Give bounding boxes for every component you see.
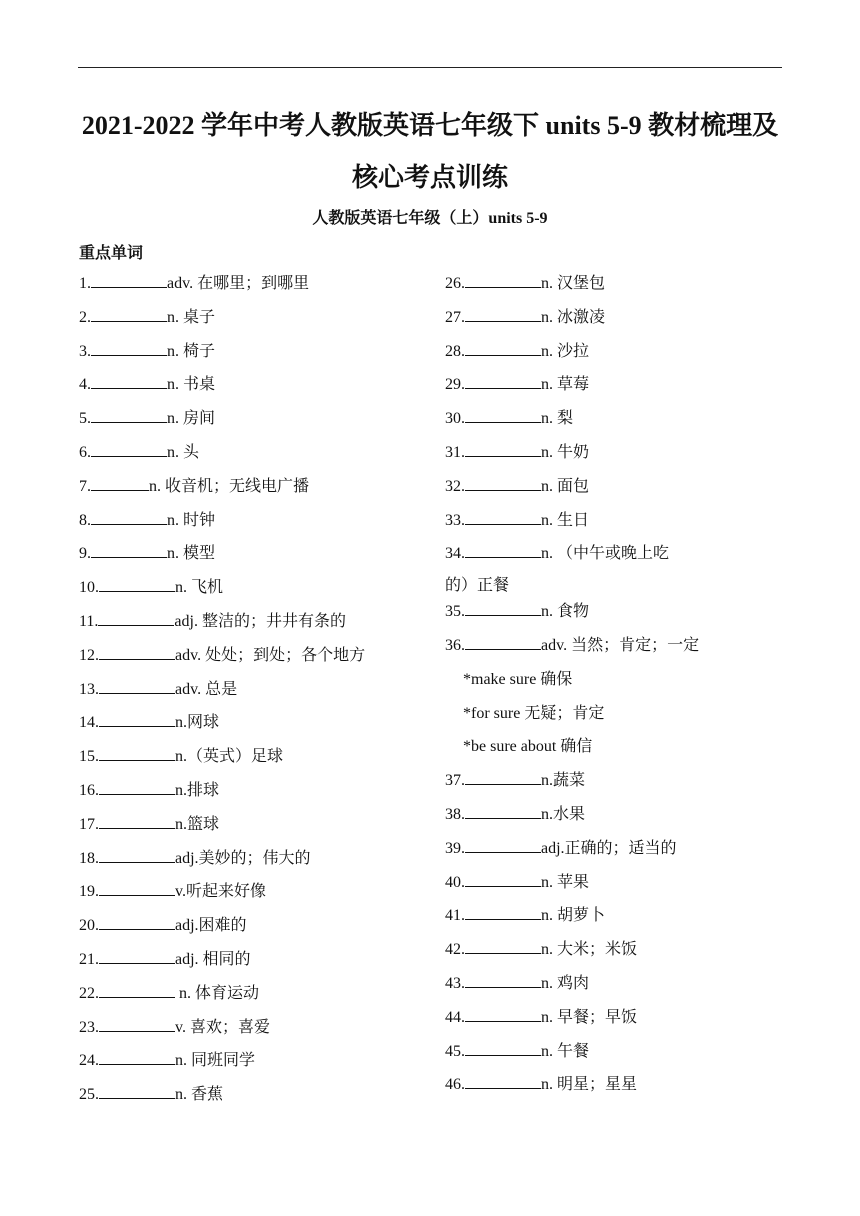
item-number: 28. [445, 342, 465, 360]
answer-blank[interactable] [91, 475, 149, 491]
word-item [79, 373, 439, 407]
item-number: 34. [445, 545, 465, 563]
word-item [445, 904, 785, 938]
item-number: 29. [445, 376, 465, 394]
item-number: 43. [445, 974, 465, 992]
item-definition: adj.正确的；适当的 [541, 839, 677, 857]
answer-blank[interactable] [465, 340, 541, 356]
answer-blank[interactable] [91, 306, 167, 322]
item-definition: n. 飞机 [175, 579, 224, 597]
item-number: 40. [445, 873, 465, 891]
answer-blank[interactable] [99, 982, 175, 998]
item-number: 3. [79, 342, 91, 360]
item-definition: n. 冰激凌 [541, 308, 606, 326]
item-number: 5. [79, 410, 91, 428]
answer-blank[interactable] [465, 407, 541, 423]
item-number: 10. [79, 579, 99, 597]
word-item [79, 1049, 439, 1083]
word-item [79, 847, 439, 881]
word-list-left [79, 272, 439, 1117]
item-number: 23. [79, 1018, 99, 1036]
item-definition: n. 房间 [167, 410, 216, 428]
item-definition: n. 同班同学 [175, 1052, 256, 1070]
answer-blank[interactable] [465, 938, 541, 954]
sub-note [445, 668, 785, 702]
item-definition: v.听起来好像 [175, 883, 266, 901]
item-number: 7. [79, 477, 91, 495]
item-definition: n. 椅子 [167, 342, 216, 360]
word-item [79, 678, 439, 712]
item-number: 15. [79, 748, 99, 766]
item-definition: v. 喜欢；喜爱 [175, 1018, 270, 1036]
item-definition: adj. 整洁的；井井有条的 [174, 612, 346, 630]
item-number: 19. [79, 883, 99, 901]
item-definition: n. 面包 [541, 477, 590, 495]
word-item [79, 644, 439, 678]
word-item [445, 972, 785, 1006]
item-number: 30. [445, 410, 465, 428]
word-item [79, 914, 439, 948]
word-item [445, 803, 785, 837]
answer-blank[interactable] [465, 306, 541, 322]
answer-blank[interactable] [465, 634, 541, 650]
word-item [445, 340, 785, 374]
answer-blank[interactable] [465, 871, 541, 887]
answer-blank[interactable] [99, 914, 175, 930]
section-heading: 重点单词 [79, 245, 144, 262]
word-item [445, 407, 785, 441]
item-definition: n. 午餐 [541, 1042, 590, 1060]
item-number: 35. [445, 603, 465, 621]
item-number: 6. [79, 443, 91, 461]
word-item [445, 509, 785, 543]
item-number: 1. [79, 275, 91, 292]
item-number: 33. [445, 511, 465, 529]
sub-note-text: *for sure 无疑；肯定 [463, 704, 605, 722]
answer-blank[interactable] [465, 441, 541, 457]
item-definition: adv. 当然；肯定；一定 [541, 636, 700, 654]
word-item [445, 837, 785, 871]
answer-blank[interactable] [99, 813, 175, 829]
word-item [445, 1040, 785, 1074]
item-definition: n. 沙拉 [541, 342, 590, 360]
word-item [445, 272, 785, 306]
item-definition: n. 明星；星星 [541, 1076, 638, 1094]
answer-blank[interactable] [91, 542, 167, 558]
answer-blank[interactable] [99, 847, 175, 863]
word-item [79, 542, 439, 576]
word-item [79, 711, 439, 745]
item-number: 41. [445, 907, 465, 925]
item-number: 2. [79, 308, 91, 326]
word-item [445, 871, 785, 905]
item-definition: n. 苹果 [541, 873, 590, 891]
answer-blank[interactable] [91, 509, 167, 525]
word-item [445, 938, 785, 972]
word-item [445, 769, 785, 803]
item-number: 24. [79, 1052, 99, 1070]
item-definition: adv. 总是 [175, 680, 238, 698]
item-number: 26. [445, 275, 465, 292]
item-definition: adj.美妙的；伟大的 [175, 849, 311, 867]
item-number: 21. [79, 950, 99, 968]
word-item [79, 982, 439, 1016]
word-item [79, 306, 439, 340]
word-item [79, 441, 439, 475]
item-number: 8. [79, 511, 91, 529]
item-definition: n. 早餐；早饭 [541, 1008, 638, 1026]
item-number: 20. [79, 917, 99, 935]
item-definition: n. 时钟 [167, 511, 216, 529]
title-line-2: 核心考点训练 [351, 163, 508, 192]
item-definition: n. 草莓 [541, 376, 590, 394]
item-definition: n. 头 [167, 443, 200, 461]
word-item [79, 272, 439, 306]
item-number: 17. [79, 815, 99, 833]
word-item [79, 509, 439, 543]
item-number: 27. [445, 308, 465, 326]
item-definition: n. 模型 [167, 545, 216, 563]
answer-blank[interactable] [99, 745, 175, 761]
item-number: 9. [79, 545, 91, 563]
item-definition: n. 胡萝卜 [541, 907, 606, 925]
item-definition: n.水果 [541, 805, 586, 823]
item-number: 36. [445, 636, 465, 654]
word-item [79, 407, 439, 441]
item-definition: n.蔬菜 [541, 772, 586, 790]
item-number: 44. [445, 1008, 465, 1026]
item-definition: n. 鸡肉 [541, 974, 590, 992]
item-definition-continued: 的）正餐 [445, 577, 510, 595]
answer-blank[interactable] [99, 644, 175, 660]
word-item [445, 441, 785, 475]
item-number: 11. [79, 612, 99, 630]
answer-blank[interactable] [465, 972, 541, 988]
answer-blank[interactable] [99, 576, 175, 592]
answer-blank[interactable] [99, 678, 175, 694]
sub-note-text: *make sure 确保 [463, 670, 573, 688]
item-definition: n. 食物 [541, 603, 590, 621]
answer-blank[interactable] [465, 1040, 541, 1056]
item-number: 31. [445, 443, 465, 461]
answer-blank[interactable] [465, 1073, 541, 1089]
answer-blank[interactable] [99, 1049, 175, 1065]
item-number: 32. [445, 477, 465, 495]
item-number: 12. [79, 646, 99, 664]
item-definition: n. 书桌 [167, 376, 216, 394]
item-definition: n. 香蕉 [175, 1086, 224, 1104]
answer-blank[interactable] [91, 272, 167, 288]
page-subtitle: 人教版英语七年级（上）units 5-9 [312, 210, 548, 227]
item-number: 25. [79, 1086, 99, 1104]
word-list-right [445, 272, 785, 1107]
word-item [79, 779, 439, 813]
item-definition: n. 大米；米饭 [541, 941, 638, 959]
item-definition: n.（英式）足球 [175, 748, 284, 766]
answer-blank[interactable] [465, 769, 541, 785]
item-definition: n.网球 [175, 714, 220, 732]
answer-blank[interactable] [465, 600, 541, 616]
word-item [445, 306, 785, 340]
word-item [79, 745, 439, 779]
answer-blank[interactable] [91, 373, 167, 389]
item-number: 13. [79, 680, 99, 698]
title-line-1: 2021-2022 学年中考人教版英语七年级下 units 5-9 教材梳理及 [81, 111, 779, 140]
word-item [79, 340, 439, 374]
item-definition: n.篮球 [175, 815, 220, 833]
item-number: 38. [445, 805, 465, 823]
item-definition: adv. 处处；到处；各个地方 [175, 646, 366, 664]
item-number: 4. [79, 376, 91, 394]
item-definition: n. 梨 [541, 410, 574, 428]
item-definition: n. 汉堡包 [541, 275, 606, 292]
word-item [79, 948, 439, 982]
word-item [79, 576, 439, 610]
word-item [445, 475, 785, 509]
answer-blank[interactable] [465, 542, 541, 558]
answer-blank[interactable] [98, 610, 174, 626]
word-item [445, 542, 785, 600]
item-number: 37. [445, 772, 465, 790]
word-item [445, 1006, 785, 1040]
item-number: 18. [79, 849, 99, 867]
answer-blank[interactable] [99, 948, 175, 964]
answer-blank[interactable] [91, 441, 167, 457]
answer-blank[interactable] [91, 340, 167, 356]
item-definition: n. 桌子 [167, 308, 216, 326]
answer-blank[interactable] [465, 837, 541, 853]
word-item [79, 610, 439, 644]
item-number: 46. [445, 1076, 465, 1094]
word-item [79, 813, 439, 847]
sub-note-text: *be sure about 确信 [463, 738, 593, 756]
item-definition: adj.困难的 [175, 917, 247, 935]
answer-blank[interactable] [99, 779, 175, 795]
item-definition: n. 收音机；无线电广播 [149, 477, 310, 495]
item-number: 22. [79, 984, 99, 1002]
item-definition: adv. 在哪里；到哪里 [167, 275, 310, 292]
item-definition: n. （中午或晚上吃 [541, 545, 670, 563]
answer-blank[interactable] [99, 880, 175, 896]
answer-blank[interactable] [465, 475, 541, 491]
item-number: 14. [79, 714, 99, 732]
answer-blank[interactable] [465, 509, 541, 525]
page-title [70, 100, 790, 204]
word-item [445, 1073, 785, 1107]
item-number: 16. [79, 781, 99, 799]
sub-note [445, 735, 785, 769]
answer-blank[interactable] [91, 407, 167, 423]
item-number: 45. [445, 1042, 465, 1060]
item-definition: n. 牛奶 [541, 443, 590, 461]
answer-blank[interactable] [99, 711, 175, 727]
word-item [445, 600, 785, 634]
item-number: 39. [445, 839, 465, 857]
item-definition: n.排球 [175, 781, 220, 799]
item-definition: n. 生日 [541, 511, 590, 529]
answer-blank[interactable] [465, 1006, 541, 1022]
word-item [79, 880, 439, 914]
answer-blank[interactable] [465, 803, 541, 819]
sub-note [445, 702, 785, 736]
item-definition: adj. 相同的 [175, 950, 251, 968]
answer-blank[interactable] [99, 1016, 175, 1032]
item-number: 42. [445, 941, 465, 959]
item-definition: n. 体育运动 [175, 984, 260, 1002]
header-rule [78, 67, 782, 68]
answer-blank[interactable] [465, 373, 541, 389]
word-item [79, 475, 439, 509]
word-item [445, 634, 785, 668]
word-item [79, 1083, 439, 1117]
word-item [445, 373, 785, 407]
word-item [79, 1016, 439, 1050]
answer-blank[interactable] [99, 1083, 175, 1099]
answer-blank[interactable] [465, 272, 541, 288]
answer-blank[interactable] [465, 904, 541, 920]
